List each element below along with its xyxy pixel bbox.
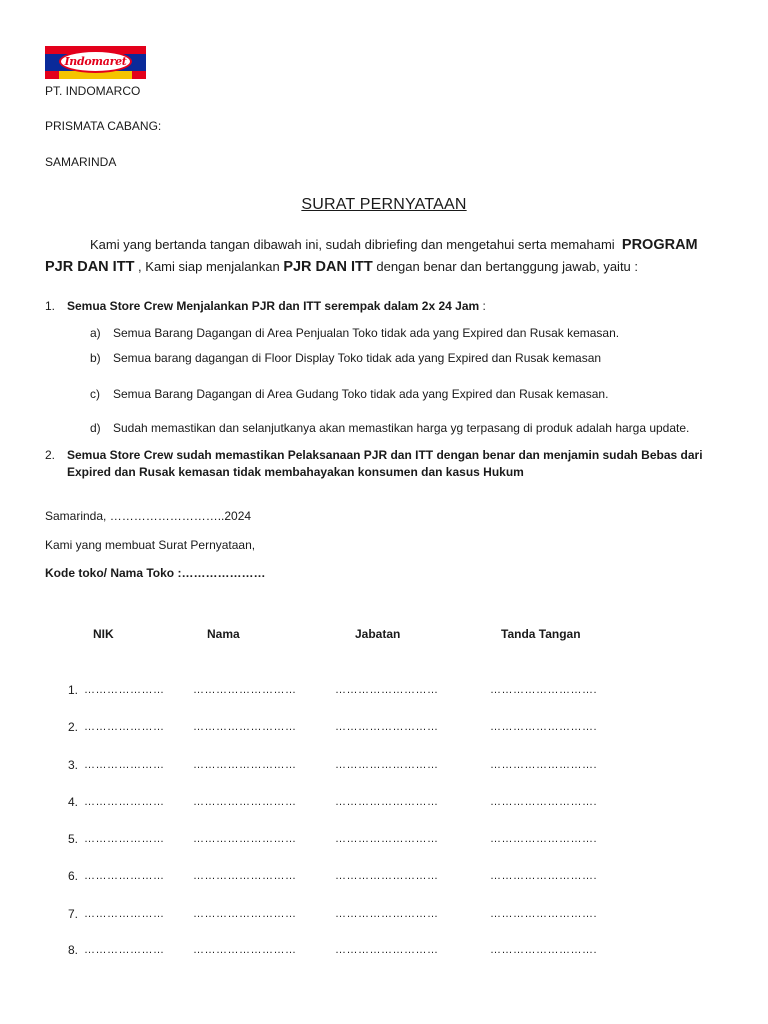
item-2-line-1: Semua Store Crew sudah memastikan Pelaksanaan PJR dan ITT dengan benar dan menjamin sudah Bebas dari — [67, 448, 703, 462]
nama-field: ……………………… — [193, 759, 297, 771]
nama-field: ……………………… — [193, 833, 297, 845]
date-line: Samarinda, ………………………..2024 — [45, 509, 252, 523]
jabatan-field: ……………………… — [335, 944, 439, 956]
intro-text-3: dengan benar dan bertanggung jawab, yaitu : — [376, 259, 639, 274]
nik-field: ………………… — [84, 721, 165, 733]
table-row — [68, 683, 78, 697]
table-row — [68, 943, 78, 957]
signature-field: ………………………. — [490, 908, 598, 920]
item-2-line-2: Expired dan Rusak kemasan tidak membahayakan konsumen dan kasus Hukum — [67, 465, 524, 479]
sub-item-label: b) — [90, 351, 101, 365]
store-code-dots: ………………… — [181, 566, 266, 580]
item-2-number: 2. — [45, 448, 56, 462]
signature-field: ………………………. — [490, 944, 598, 956]
sub-item-label: d) — [90, 421, 101, 435]
nik-field: ………………… — [84, 944, 165, 956]
row-number: 8. — [68, 943, 79, 957]
intro-text-1: Kami yang bertanda tangan dibawah ini, sudah dibriefing dan mengetahui serta memahami — [90, 237, 615, 252]
intro-line-1 — [90, 234, 698, 256]
header-nama: Nama — [207, 627, 240, 641]
logo-text: Indomaret — [64, 55, 127, 68]
signed-by-line: Kami yang membuat Surat Pernyataan, — [45, 538, 256, 552]
row-number: 2. — [68, 720, 79, 734]
row-number: 4. — [68, 795, 79, 809]
jabatan-field: ……………………… — [335, 870, 439, 882]
sub-item-text: Semua Barang Dagangan di Area Gudang Toko tidak ada yang Expired dan Rusak kemasan. — [113, 387, 609, 401]
table-row — [68, 907, 78, 921]
nama-field: ……………………… — [193, 870, 297, 882]
nama-field: ……………………… — [193, 684, 297, 696]
company-name: PT. INDOMARCO — [45, 84, 141, 98]
header-jabatan: Jabatan — [355, 627, 401, 641]
table-row — [68, 869, 78, 883]
jabatan-field: ……………………… — [335, 833, 439, 845]
sub-item-label: a) — [90, 326, 101, 340]
table-row — [68, 758, 78, 772]
store-code-line — [45, 566, 265, 580]
nama-field: ……………………… — [193, 796, 297, 808]
signature-field: ………………………. — [490, 870, 598, 882]
nik-field: ………………… — [84, 796, 165, 808]
item-1-heading — [67, 299, 486, 313]
city-name: SAMARINDA — [45, 155, 117, 169]
indomaret-logo — [45, 46, 146, 79]
document-title: SURAT PERNYATAAN — [301, 196, 467, 213]
signature-field: ………………………. — [490, 684, 598, 696]
header-tanda-tangan: Tanda Tangan — [501, 627, 581, 641]
nik-field: ………………… — [84, 833, 165, 845]
jabatan-field: ……………………… — [335, 759, 439, 771]
row-number: 3. — [68, 758, 79, 772]
nik-field: ………………… — [84, 908, 165, 920]
table-row — [68, 795, 78, 809]
table-row — [68, 720, 78, 734]
intro-line-2 — [45, 256, 638, 278]
row-number: 6. — [68, 869, 79, 883]
signature-field: ………………………. — [490, 833, 598, 845]
table-row — [68, 832, 78, 846]
nama-field: ……………………… — [193, 944, 297, 956]
nama-field: ……………………… — [193, 908, 297, 920]
row-number: 7. — [68, 907, 79, 921]
header-nik: NIK — [93, 627, 114, 641]
nik-field: ………………… — [84, 759, 165, 771]
sub-item-text: Sudah memastikan dan selanjutkanya akan memastikan harga yg terpasang di produk adalah harga update. — [113, 421, 690, 435]
signature-field: ………………………. — [490, 796, 598, 808]
signature-field: ………………………. — [490, 759, 598, 771]
jabatan-field: ……………………… — [335, 796, 439, 808]
item-1-number: 1. — [45, 299, 56, 313]
row-number: 5. — [68, 832, 79, 846]
sub-item-text: Semua barang dagangan di Floor Display Toko tidak ada yang Expired dan Rusak kemasan — [113, 351, 602, 365]
sub-item-text: Semua Barang Dagangan di Area Penjualan Toko tidak ada yang Expired dan Rusak kemasan. — [113, 326, 620, 340]
sub-item-label: c) — [90, 387, 100, 401]
nik-field: ………………… — [84, 870, 165, 882]
intro-bold-pjr-2: PJR DAN ITT — [283, 259, 373, 275]
branch-label: PRISMATA CABANG: — [45, 119, 162, 133]
jabatan-field: ……………………… — [335, 721, 439, 733]
intro-bold-pjr-1: PJR DAN ITT — [45, 259, 135, 275]
store-code-label: Kode toko/ Nama Toko : — [45, 566, 182, 580]
nama-field: ……………………… — [193, 721, 297, 733]
item-1-suffix: : — [482, 299, 486, 313]
jabatan-field: ……………………… — [335, 908, 439, 920]
nik-field: ………………… — [84, 684, 165, 696]
intro-text-2: , Kami siap menjalankan — [138, 259, 280, 274]
row-number: 1. — [68, 683, 79, 697]
intro-bold-program: PROGRAM — [621, 237, 698, 253]
jabatan-field: ……………………… — [335, 684, 439, 696]
item-1-text: Semua Store Crew Menjalankan PJR dan ITT serempak dalam 2x 24 Jam — [67, 299, 480, 313]
signature-field: ………………………. — [490, 721, 598, 733]
